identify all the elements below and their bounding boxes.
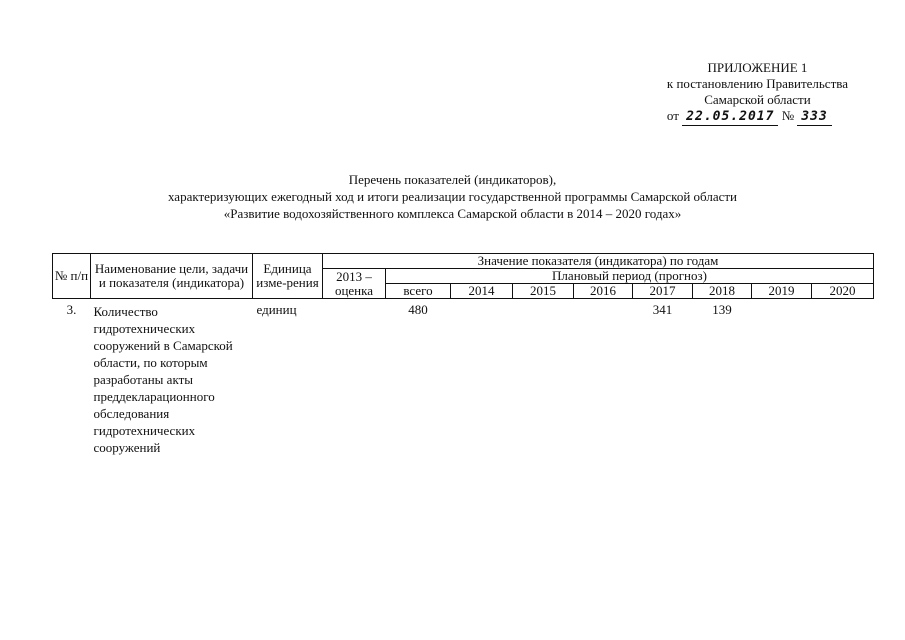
header-year: 2016 bbox=[574, 284, 633, 299]
header-num: № п/п bbox=[53, 254, 91, 299]
indicators-table bbox=[52, 253, 874, 456]
title-line-2: характеризующих ежегодный ход и итоги реализации государственной программы Самарской области bbox=[167, 189, 738, 204]
row-year-value bbox=[574, 299, 633, 457]
header-year: 2018 bbox=[693, 284, 752, 299]
title-line-3: «Развитие водохозяйственного комплекса Самарской области в 2014 – 2020 годах» bbox=[223, 206, 682, 221]
row-year-value bbox=[513, 299, 574, 457]
appendix-title: ПРИЛОЖЕНИЕ 1 bbox=[707, 60, 808, 75]
header-total: всего bbox=[386, 284, 451, 299]
row-name: Количество гидротехнических сооружений в Самарской области, по которым разработаны акты преддекларационного обследования гидротехнических сооружений bbox=[93, 304, 233, 455]
row-unit: единиц bbox=[256, 302, 297, 317]
header-year: 2014 bbox=[451, 284, 513, 299]
row-year-value: 139 bbox=[712, 302, 732, 317]
document-title bbox=[0, 171, 905, 222]
row-year-value bbox=[752, 299, 812, 457]
table-row bbox=[53, 299, 874, 457]
header-year: 2017 bbox=[633, 284, 693, 299]
header-year: 2015 bbox=[513, 284, 574, 299]
header-values-group: Значение показателя (индикатора) по годам bbox=[323, 254, 874, 269]
title-line-1: Перечень показателей (индикаторов), bbox=[348, 172, 557, 187]
row-year-value: 341 bbox=[652, 302, 673, 317]
header-year: 2020 bbox=[812, 284, 874, 299]
row-year-value bbox=[812, 299, 874, 457]
row-estimate bbox=[323, 299, 386, 457]
row-year-value bbox=[451, 299, 513, 457]
header-estimate: 2013 – оценка bbox=[323, 269, 386, 299]
appendix-resolution-line: к постановлению Правительства bbox=[666, 76, 848, 91]
appendix-block bbox=[667, 60, 848, 126]
resolution-number: 333 bbox=[797, 109, 831, 126]
header-unit: Единица изме-рения bbox=[253, 254, 323, 299]
appendix-region-line: Самарской области bbox=[704, 92, 811, 107]
row-num: 3. bbox=[66, 302, 77, 317]
from-label: от bbox=[666, 108, 679, 123]
header-plan-group: Плановый период (прогноз) bbox=[386, 269, 874, 284]
number-label: № bbox=[781, 108, 795, 123]
header-year: 2019 bbox=[752, 284, 812, 299]
header-name: Наименование цели, задачи и показателя (индикатора) bbox=[91, 254, 253, 299]
row-total: 480 bbox=[408, 302, 428, 317]
appendix-date-line bbox=[667, 108, 848, 126]
resolution-date: 22.05.2017 bbox=[682, 109, 778, 126]
